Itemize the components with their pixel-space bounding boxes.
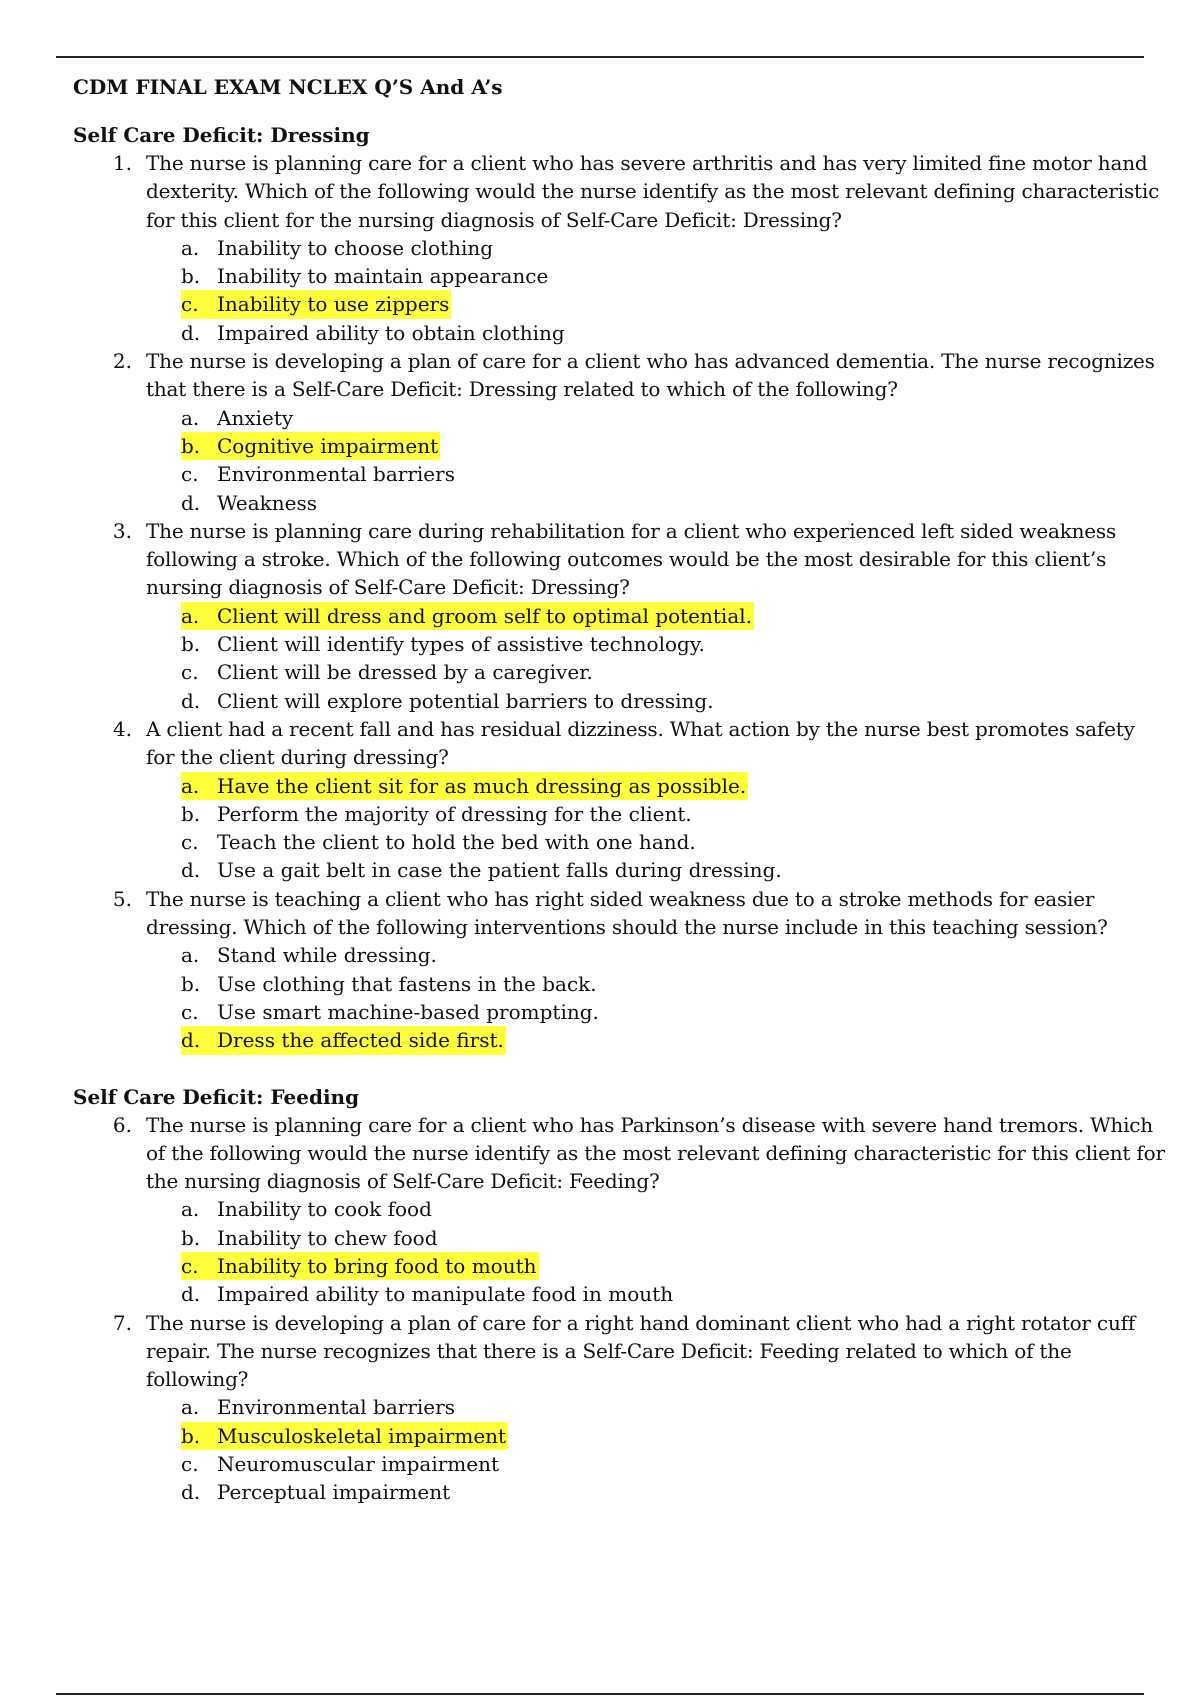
option-letter: b.: [181, 264, 201, 289]
answer-option: [181, 941, 1168, 969]
option-text: Have the client sit for as much dressing as possible.: [217, 773, 747, 798]
option-line: [181, 772, 748, 800]
question-text: The nurse is developing a plan of care for a right hand dominant client who had a right rotator cuff repair. The nurse recognizes that there is a Self-Care Deficit: Feeding related to which of the following?: [146, 1310, 1136, 1392]
option-letter: b.: [181, 433, 201, 458]
option-letter: c.: [181, 830, 199, 855]
option-line: [181, 1224, 440, 1252]
option-line: [181, 489, 319, 517]
answer-option: [181, 1393, 1168, 1421]
question-text: The nurse is developing a plan of care for a client who has advanced dementia. The nurse recognizes that there is a Self-Care Deficit: Dressing related to which of the following?: [146, 349, 1155, 402]
answer-option: [181, 460, 1168, 488]
option-letter: d.: [181, 1028, 201, 1053]
section-heading: Self Care Deficit: Feeding: [73, 1084, 360, 1109]
option-letter: b.: [181, 801, 201, 826]
document-content: [73, 72, 1168, 1507]
option-letter: a.: [181, 1197, 200, 1222]
option-text: Impaired ability to manipulate food in mouth: [217, 1282, 674, 1307]
option-line: [181, 404, 295, 432]
answer-option: [181, 262, 1168, 290]
question-7: [73, 1309, 1168, 1394]
option-text: Dress the affected side first.: [217, 1028, 504, 1053]
sections-container: [73, 121, 1168, 1507]
option-text: Environmental barriers: [217, 462, 455, 487]
option-text: Impaired ability to obtain clothing: [217, 320, 565, 345]
document-title: CDM FINAL EXAM NCLEX Q’S And A’s: [73, 75, 503, 99]
option-letter: a.: [181, 773, 200, 798]
option-text: Neuromuscular impairment: [217, 1452, 500, 1477]
option-text: Client will identify types of assistive technology.: [217, 632, 705, 657]
option-line: [181, 800, 694, 828]
question-number: 2.: [112, 349, 132, 374]
answer-option: [181, 234, 1168, 262]
option-letter: b.: [181, 971, 201, 996]
option-line: [181, 1252, 539, 1280]
option-letter: d.: [181, 490, 201, 515]
option-line: [181, 630, 707, 658]
option-text: Use a gait belt in case the patient falls during dressing.: [217, 858, 782, 883]
answer-option-highlighted: [181, 1252, 1168, 1280]
option-text: Use clothing that fastens in the back.: [217, 971, 597, 996]
option-letter: a.: [181, 943, 200, 968]
question-4: [73, 715, 1168, 772]
option-text: Client will dress and groom self to optimal potential.: [217, 603, 753, 628]
question-number: 1.: [112, 151, 132, 175]
option-letter: b.: [181, 1423, 201, 1448]
question-number: 4.: [112, 716, 132, 741]
option-text: Use smart machine-based prompting.: [217, 999, 599, 1024]
section-heading: Self Care Deficit: Dressing: [73, 123, 370, 147]
answer-option: [181, 970, 1168, 998]
option-letter: d.: [181, 1282, 201, 1307]
option-letter: c.: [181, 999, 199, 1024]
option-line: [181, 1280, 675, 1308]
option-text: Stand while dressing.: [217, 943, 437, 968]
answer-option: [181, 404, 1168, 432]
option-text: Inability to use zippers: [217, 292, 450, 317]
section-spacer: [73, 1055, 1168, 1083]
question-5: [73, 885, 1168, 942]
answer-option-highlighted: [181, 290, 1168, 318]
option-line: [181, 941, 439, 969]
option-text: Perform the majority of dressing for the client.: [217, 801, 692, 826]
option-text: Inability to maintain appearance: [217, 264, 549, 289]
option-text: Anxiety: [217, 405, 294, 430]
option-letter: d.: [181, 1480, 201, 1505]
question-6: [73, 1111, 1168, 1196]
option-line: [181, 1393, 457, 1421]
answer-option: [181, 856, 1168, 884]
answer-option-highlighted: [181, 432, 1168, 460]
option-letter: c.: [181, 1253, 199, 1278]
option-line: [181, 1450, 501, 1478]
option-text: Musculoskeletal impairment: [217, 1423, 507, 1448]
option-line: [181, 460, 457, 488]
answer-option-highlighted: [181, 602, 1168, 630]
question-1: [73, 149, 1168, 234]
question-text: The nurse is planning care for a client who has severe arthritis and has very limited fine motor hand dexterity. Which of the following would the nurse identify as the most relevant defining characteristic for this client for the nursing diagnosis of Self-Care Deficit: Dressing?: [146, 151, 1160, 232]
option-line: [181, 262, 550, 290]
option-letter: c.: [181, 660, 199, 685]
option-text: Perceptual impairment: [217, 1480, 451, 1505]
question-3: [73, 517, 1168, 602]
option-letter: a.: [181, 405, 200, 430]
option-line: [181, 1478, 452, 1506]
section-2: [73, 1083, 1168, 1507]
option-line: [181, 687, 716, 715]
option-letter: c.: [181, 462, 199, 487]
option-line: [181, 432, 440, 460]
section-1: [73, 121, 1168, 1055]
bottom-rule: [56, 1693, 1144, 1695]
option-text: Cognitive impairment: [217, 433, 439, 458]
option-line: [181, 658, 595, 686]
option-letter: c.: [181, 292, 199, 317]
question-text: A client had a recent fall and has residual dizziness. What action by the nurse best promotes safety for the client during dressing?: [146, 716, 1135, 770]
answer-option: [181, 1195, 1168, 1223]
option-letter: a.: [181, 1395, 200, 1420]
answer-option: [181, 687, 1168, 715]
question-2: [73, 347, 1168, 404]
answer-option: [181, 998, 1168, 1026]
answer-option: [181, 1280, 1168, 1308]
answer-option: [181, 630, 1168, 658]
option-letter: a.: [181, 235, 200, 260]
question-number: 6.: [112, 1112, 132, 1137]
option-line: [181, 828, 698, 856]
option-line: [181, 970, 599, 998]
option-letter: b.: [181, 632, 201, 657]
option-text: Inability to chew food: [217, 1225, 438, 1250]
option-text: Teach the client to hold the bed with one hand.: [217, 830, 696, 855]
option-line: [181, 1026, 506, 1054]
option-letter: d.: [181, 320, 201, 345]
answer-option: [181, 828, 1168, 856]
option-text: Environmental barriers: [217, 1395, 455, 1420]
answer-option-highlighted: [181, 772, 1168, 800]
option-text: Inability to cook food: [217, 1197, 432, 1222]
option-line: [181, 856, 784, 884]
option-line: [181, 1422, 508, 1450]
answer-option: [181, 800, 1168, 828]
option-letter: d.: [181, 858, 201, 883]
option-letter: c.: [181, 1452, 199, 1477]
question-number: 3.: [112, 518, 132, 543]
option-line: [181, 319, 567, 347]
option-text: Client will be dressed by a caregiver.: [217, 660, 593, 685]
question-number: 7.: [112, 1310, 132, 1335]
answer-option: [181, 489, 1168, 517]
option-line: [181, 998, 601, 1026]
option-text: Weakness: [217, 490, 318, 515]
question-text: The nurse is planning care for a client who has Parkinson’s disease with severe hand tremors. Which of the following would the nurse identify as the most relevant defining characteristic for this client for the nursing diagnosis of Self-Care Deficit: Feeding?: [146, 1112, 1165, 1194]
answer-option: [181, 658, 1168, 686]
option-text: Inability to bring food to mouth: [217, 1253, 537, 1278]
option-text: Client will explore potential barriers to dressing.: [217, 688, 714, 713]
top-rule: [56, 56, 1144, 58]
option-letter: b.: [181, 1225, 201, 1250]
question-text: The nurse is planning care during rehabilitation for a client who experienced left sided weakness following a stroke. Which of the following outcomes would be the most desirable for this client’s nursing diagnosis of Self-Care Deficit: Dressing?: [146, 518, 1117, 600]
answer-option: [181, 319, 1168, 347]
question-number: 5.: [112, 886, 132, 911]
answer-option-highlighted: [181, 1026, 1168, 1054]
answer-option: [181, 1478, 1168, 1506]
option-letter: a.: [181, 603, 200, 628]
option-line: [181, 234, 495, 262]
answer-option-highlighted: [181, 1422, 1168, 1450]
question-text: The nurse is teaching a client who has right sided weakness due to a stroke methods for easier dressing. Which of the following interventions should the nurse include in this teaching session?: [146, 886, 1108, 940]
option-line: [181, 602, 754, 630]
option-line: [181, 290, 451, 318]
answer-option: [181, 1224, 1168, 1252]
option-letter: d.: [181, 688, 201, 713]
answer-option: [181, 1450, 1168, 1478]
option-text: Inability to choose clothing: [217, 235, 494, 260]
option-line: [181, 1195, 434, 1223]
